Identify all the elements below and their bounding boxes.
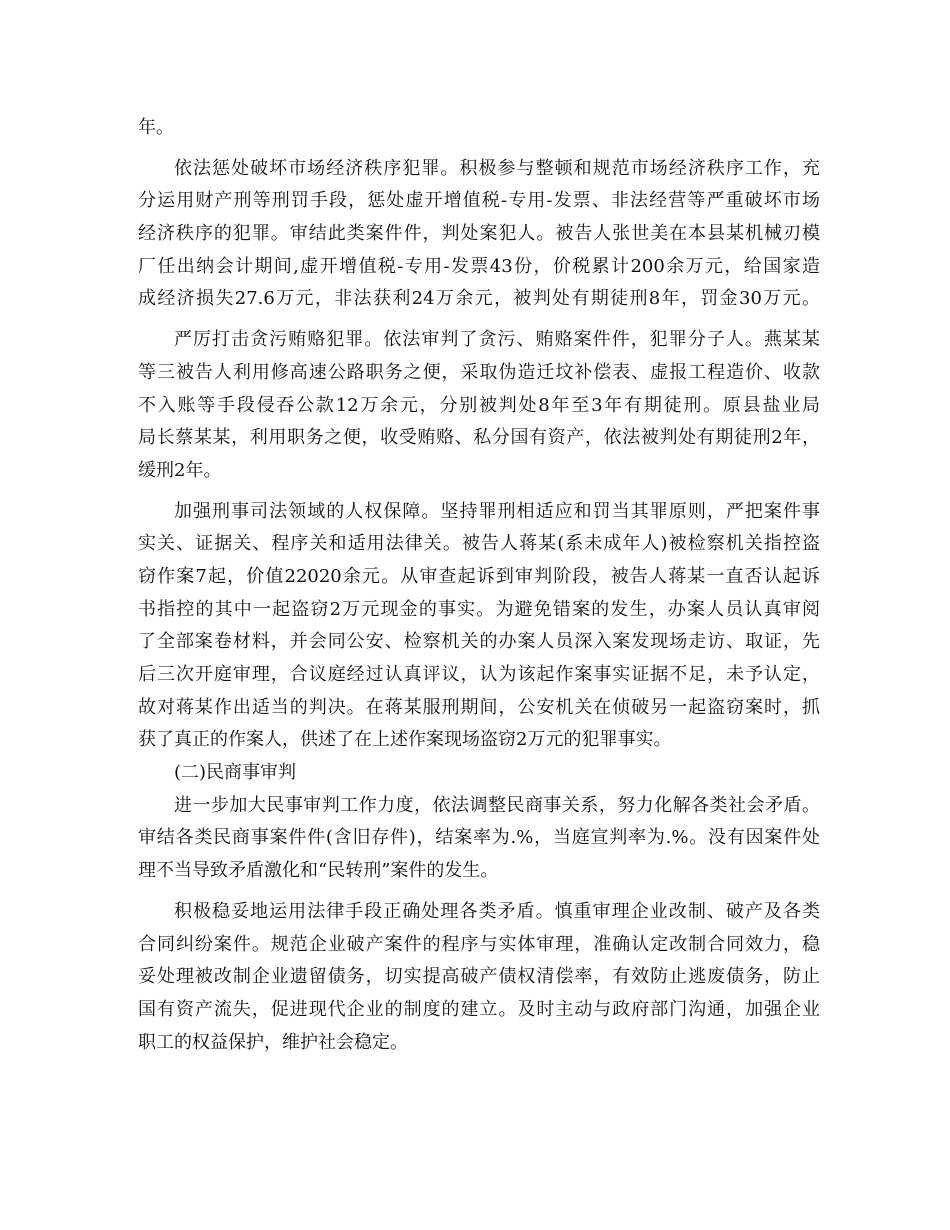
text-line: 等三被告人利用修高速公路职务之便，采取伪造迁坟补偿表、虚报工程造价、收款 xyxy=(138,361,820,383)
text-line: 局长蔡某某，利用职务之便，收受贿赂、私分国有资产，依法被判处有期徒刑2年， xyxy=(138,427,820,449)
text-line: 职工的权益保护，维护社会稳定。 xyxy=(138,1031,408,1053)
section-heading: (二)民商事审判 xyxy=(174,762,297,784)
text-line: 成经济损失27.6万元，非法获利24万余元，被判处有期徒刑8年，罚金30万元。 xyxy=(138,288,820,310)
text-line: 后三次开庭审理，合议庭经过认真评议，认为该起作案事实证据不足，未予认定， xyxy=(138,664,820,685)
text-line: 不入账等手段侵吞公款12万余元，分别被判处8年至3年有期徒刑。原县盐业局 xyxy=(138,394,820,416)
text-line: 实关、证据关、程序关和适用法律关。被告人蒋某(系未成年人)被检察机关指控盗 xyxy=(138,533,820,555)
text-line: 合同纠纷案件。规范企业破产案件的程序与实体审理，准确认定改制合同效力，稳 xyxy=(138,933,820,955)
paragraph-human-rights xyxy=(138,496,820,758)
paragraph-civil-trials xyxy=(138,790,820,888)
text-line: 妥处理被改制企业遗留债务，切实提高破产债权清偿率，有效防止逃废债务，防止 xyxy=(138,966,820,988)
text-line: 积极稳妥地运用法律手段正确处理各类矛盾。慎重审理企业改制、破产及各类 xyxy=(174,900,820,922)
text-line: 严厉打击贪污贿赂犯罪。依法审判了贪污、贿赂案件件，犯罪分子人。燕某某 xyxy=(174,329,820,351)
paragraph-resolve-conflicts xyxy=(138,896,820,1059)
text-line: 依法惩处破坏市场经济秩序犯罪。积极参与整顿和规范市场经济秩序工作，充 xyxy=(174,157,820,179)
text-line: 分运用财产刑等刑罚手段，惩处虚开增值税-专用-发票、非法经营等严重破坏市场 xyxy=(138,190,820,212)
text-line: 理不当导致矛盾激化和“民转刑”案件的发生。 xyxy=(138,860,499,882)
text-line: 经济秩序的犯罪。审结此类案件件，判处案犯人。被告人张世美在本县某机械刃模 xyxy=(138,223,820,245)
text-line: 缓刑2年。 xyxy=(138,459,222,481)
text-line: 获了真正的作案人，供述了在上述作案现场盗窃2万元的犯罪事实。 xyxy=(138,729,672,751)
document-page xyxy=(138,112,820,1059)
paragraph-continuation xyxy=(138,112,820,145)
text-line: 年。 xyxy=(138,117,174,138)
text-line: 故对蒋某作出适当的判决。在蒋某服刑期间，公安机关在侦破另一起盗窃案时，抓 xyxy=(138,696,820,718)
text-line: 国有资产流失，促进现代企业的制度的建立。及时主动与政府部门沟通，加强企业 xyxy=(138,998,820,1020)
text-line: 进一步加大民事审判工作力度，依法调整民商事关系，努力化解各类社会矛盾。 xyxy=(174,794,820,816)
paragraph-market-crimes xyxy=(138,153,820,316)
text-line: 审结各类民商事案件件(含旧存件)，结案率为.%，当庭宣判率为.%。没有因案件处 xyxy=(138,827,820,849)
text-line: 了全部案卷材料，并会同公安、检察机关的办案人员深入案发现场走访、取证，先 xyxy=(138,631,820,653)
paragraph-corruption-crimes xyxy=(138,324,820,487)
text-line: 加强刑事司法领域的人权保障。坚持罪刑相适应和罚当其罪原则，严把案件事 xyxy=(174,500,820,522)
text-line: 窃作案7起，价值22020余元。从审查起诉到审判阶段，被告人蒋某一直否认起诉 xyxy=(138,565,820,587)
text-line: 厂任出纳会计期间,虚开增值税-专用-发票43份，价税累计200余万元，给国家造 xyxy=(138,255,820,277)
text-line: 书指控的其中一起盗窃2万元现金的事实。为避免错案的发生，办案人员认真审阅 xyxy=(138,598,820,620)
